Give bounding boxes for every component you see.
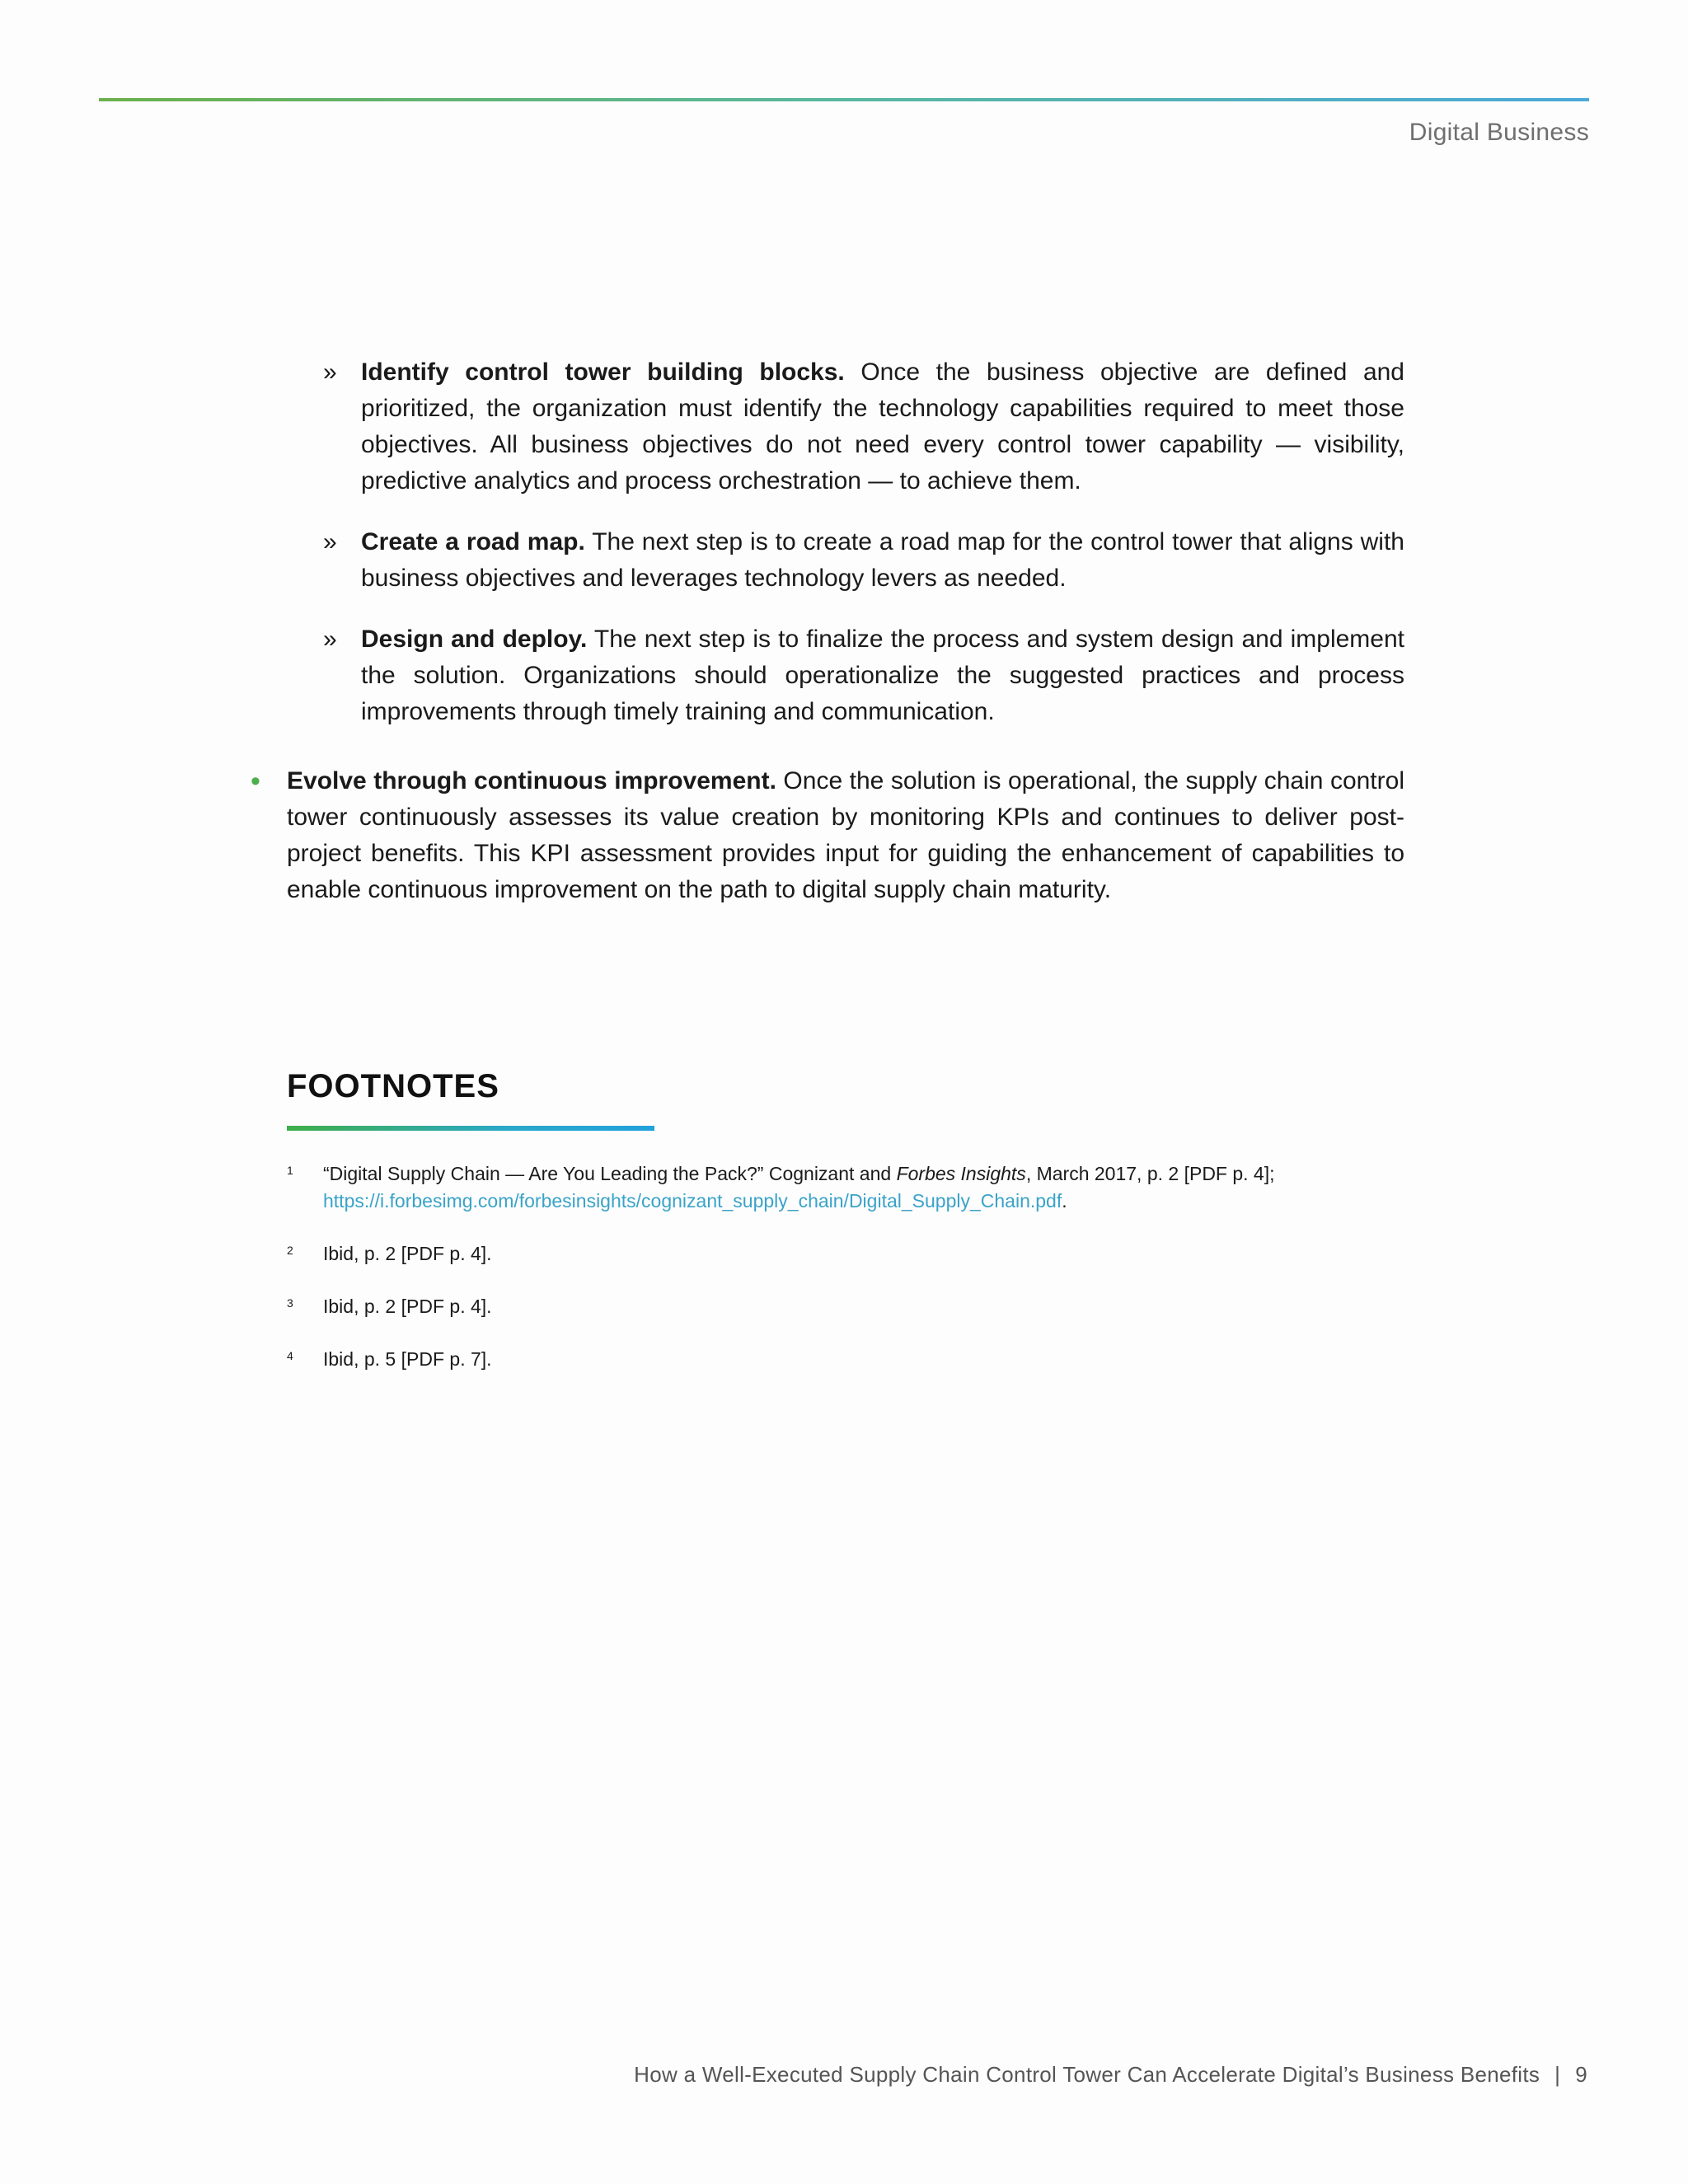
item-title: Create a road map. [361,528,585,555]
footnote-item [287,1346,1441,1373]
footnotes-heading: FOOTNOTES [287,1068,499,1104]
sub-list-item [287,621,1404,730]
footnote-text: , March 2017, p. 2 [PDF p. 4]; [1025,1163,1275,1184]
footer-title: How a Well-Executed Supply Chain Control Tower Can Accelerate Digital’s Business Benefits [634,2062,1540,2087]
footnote-number: 3 [287,1296,293,1310]
footnote-italic: Forbes Insights [896,1163,1026,1184]
item-text: Once the solution is operational, the supply chain control tower continuously assesses its value creation by monitoring KPIs and continues to deliver post-project benefits. This KPI assessment provides input for guiding the enhancement of capabilities to enable continuous improvement on the path to digital supply chain maturity. [287,767,1404,903]
bullet-dot: • [251,766,260,797]
footer-separator: | [1554,2062,1561,2087]
footnote-item [287,1240,1441,1268]
page-number: 9 [1575,2062,1587,2087]
page-footer [634,2062,1587,2088]
item-title: Evolve through continuous improvement. [287,767,776,794]
footnote-text: Ibid, p. 5 [PDF p. 7]. [323,1348,492,1370]
item-text: Once the business objective are defined and prioritized, the organization must identify the technology capabilities required to meet those objectives. All business objectives do not need every control tower capability — visibility, predictive analytics and process orchestration — to achieve them. [361,359,1404,494]
sub-bullet-marker: » [323,359,337,386]
sub-list-item [287,524,1404,597]
item-text: The next step is to finalize the process and system design and implement the solution. Organizations should operationalize the suggested practices and process improvements through timely training and communication. [361,626,1405,725]
footnotes-rule [287,1126,654,1131]
item-text: The next step is to create a road map for the control tower that aligns with business objectives and leverages technology levers as needed. [361,528,1404,592]
main-content [251,354,1405,908]
header-rule [99,98,1589,101]
footnote-number: 4 [287,1349,293,1362]
footnote-text: . [1062,1190,1067,1212]
footnote-number: 2 [287,1244,293,1257]
footnote-text: Ibid, p. 2 [PDF p. 4]. [323,1296,492,1317]
item-title: Identify control tower building blocks. [361,359,845,386]
sub-list-item [287,354,1404,499]
sub-bullet-marker: » [323,626,337,653]
footnote-item [287,1160,1441,1215]
list-item [251,763,1404,908]
item-title: Design and deploy. [361,626,588,653]
footnote-text: Ibid, p. 2 [PDF p. 4]. [323,1243,492,1264]
footnote-item [287,1293,1441,1320]
sub-bullet-marker: » [323,528,337,555]
footnotes-list [287,1160,1441,1399]
footnote-text: “Digital Supply Chain — Are You Leading the Pack?” Cognizant and [323,1163,897,1184]
footnote-link[interactable]: https://i.forbesimg.com/forbesinsights/cognizant_supply_chain/Digital_Supply_Chain.pdf [323,1190,1062,1212]
section-label: Digital Business [1409,119,1589,146]
footnote-number: 1 [287,1164,293,1177]
